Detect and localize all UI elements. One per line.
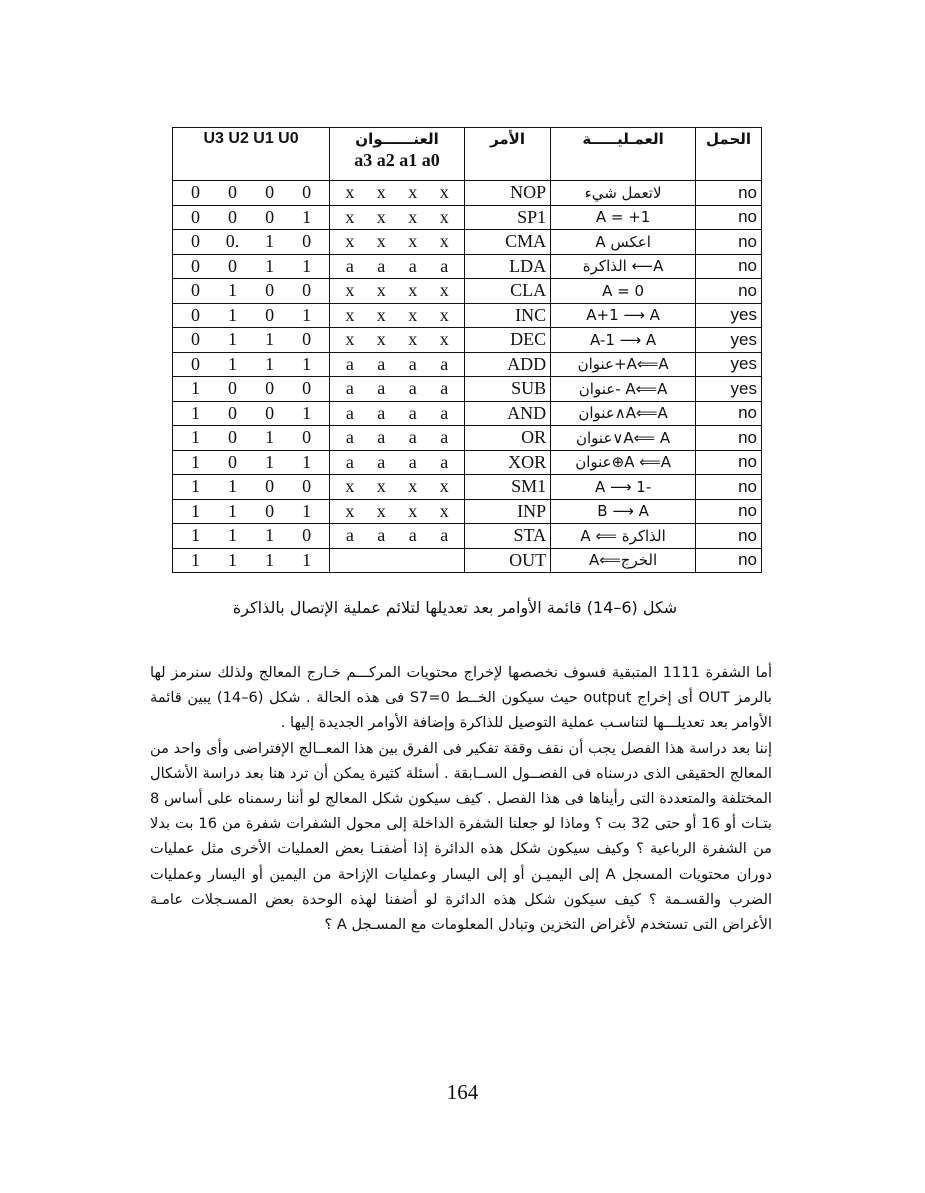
cell-load: no: [696, 254, 762, 279]
code-bit: 1: [265, 353, 275, 374]
cell-code: [173, 426, 330, 451]
code-bit: 1: [302, 353, 312, 374]
cell-address: [330, 254, 465, 279]
cell-code: [173, 352, 330, 377]
cell-operation: اعكس A: [551, 230, 696, 255]
code-bit: 0: [302, 378, 312, 399]
address-bit: a: [440, 402, 449, 423]
code-bit: 0: [191, 206, 201, 227]
address-bit: x: [408, 500, 418, 521]
code-bit: 0: [191, 231, 201, 252]
code-bit: 0: [302, 280, 312, 301]
table-row: [173, 450, 762, 475]
address-bit: x: [439, 500, 449, 521]
address-bit: x: [345, 476, 355, 497]
header-instruction: [464, 128, 550, 181]
address-bit: x: [345, 280, 355, 301]
code-bit: 0: [302, 231, 312, 252]
code-bit: 0: [228, 451, 238, 472]
address-bit: x: [376, 206, 386, 227]
address-bit: a: [408, 451, 417, 472]
code-bit: 1: [265, 231, 275, 252]
cell-instruction: CMA: [464, 230, 550, 255]
code-bit: 0: [228, 182, 238, 203]
code-bit: 0: [228, 206, 238, 227]
cell-code: [173, 181, 330, 206]
code-bit: 1: [191, 525, 201, 546]
cell-operation: A⟵ الذاكرة: [551, 254, 696, 279]
code-bit: 1: [191, 500, 201, 521]
cell-instruction: ADD: [464, 352, 550, 377]
code-bit: 1: [191, 451, 201, 472]
table-row: [173, 303, 762, 328]
cell-code: [173, 205, 330, 230]
cell-operation: A⟸A+عنوان: [551, 352, 696, 377]
code-bit: 1: [265, 427, 275, 448]
address-bit: x: [439, 206, 449, 227]
code-bit: 1: [228, 280, 238, 301]
cell-address: [330, 279, 465, 304]
table-row: [173, 377, 762, 402]
address-bit: a: [440, 525, 449, 546]
page-number: 164: [446, 1080, 479, 1104]
header-load: [696, 128, 762, 181]
address-bit: x: [408, 304, 418, 325]
cell-load: no: [696, 205, 762, 230]
cell-operation: الذاكرة ⟸ A: [551, 524, 696, 549]
table-row: [173, 475, 762, 500]
table-header-row: [173, 128, 762, 181]
table-row: [173, 205, 762, 230]
header-operation-label: العمـليـــــة: [582, 130, 664, 148]
address-bit: a: [408, 378, 417, 399]
cell-operation: الخرج⟸A: [551, 548, 696, 573]
code-bit: 1: [302, 304, 312, 325]
cell-address: [330, 450, 465, 475]
cell-instruction: DEC: [464, 328, 550, 353]
cell-load: no: [696, 499, 762, 524]
code-bit: 0: [265, 476, 275, 497]
cell-instruction: INC: [464, 303, 550, 328]
address-bit: a: [408, 525, 417, 546]
cell-operation: A+1 ⟶ A: [551, 303, 696, 328]
code-bit: 1: [191, 549, 201, 570]
address-bit: a: [440, 451, 449, 472]
cell-code: [173, 230, 330, 255]
address-bit: a: [408, 402, 417, 423]
address-bit: a: [440, 255, 449, 276]
code-bit: 0: [191, 304, 201, 325]
address-bit: x: [439, 280, 449, 301]
cell-instruction: SM1: [464, 475, 550, 500]
cell-operation: A⟸A -عنوان: [551, 377, 696, 402]
figure-caption: شكل (6–14) قائمة الأوامر بعد تعديلها لتلائم عملية الإتصال بالذاكرة: [232, 598, 678, 617]
cell-instruction: SUB: [464, 377, 550, 402]
paragraph: إننا بعد دراسة هذا الفصل يجب أن نقف وقفة تفكير فى الفرق بين هذا المعــالج الإفتراضى وأى واحد من المعالج الحقيقى الذى درسناه فى الفصــول الســابقة . أسئلة كثيرة يمكن أن ترد هنا بعد دراسة الأشكال المختلفة والمتعددة التى رأيناها فى هذا الفصل . كيف سيكون شكل المعالج لو أننا رسمناه على أساس 8 بتـات أو 16 أو حتى 32 بت ؟ وماذا لو جعلنا الشفرة الداخلة إلى محول الشفرات شفرة من 16 بت بدلا من الشفرة الرباعية ؟ وكيف سيكون شكل هذه الدائرة إذا أضفنـا بعض العمليات الأخرى مثل عمليات دوران محتويات المسجل A إلى اليميـن أو إلى اليسار وعمليات الإزاحة من اليمين أو اليسار وعمليات الضرب والقسـمة ؟ كيف سيكون شكل هذه الدائرة لو أضفنا لهذه الوحدة بعض المسـجلات عامـة الأغراض التى تستخدم لأغراض التخزين وتبادل المعلومات مع المسـجل A ؟: [150, 739, 773, 934]
instruction-table: [172, 127, 762, 573]
address-bit: x: [376, 231, 386, 252]
address-bit: a: [377, 427, 386, 448]
code-bit: 0: [302, 525, 312, 546]
cell-operation: A⟸ A∨عنوان: [551, 426, 696, 451]
address-bit: x: [408, 206, 418, 227]
code-bit: 0: [265, 280, 275, 301]
table-row: [173, 352, 762, 377]
code-bit: 0: [191, 353, 201, 374]
address-bit: x: [408, 280, 418, 301]
code-bit: 1: [265, 451, 275, 472]
address-bit: x: [408, 329, 418, 350]
cell-load: yes: [696, 352, 762, 377]
code-bit: 0.: [225, 231, 240, 252]
address-bit: a: [408, 255, 417, 276]
cell-operation: A ⟸A⊕عنوان: [551, 450, 696, 475]
address-bit: a: [440, 427, 449, 448]
address-bit: x: [376, 304, 386, 325]
code-bit: 1: [228, 353, 238, 374]
address-bit: x: [345, 304, 355, 325]
code-bit: 0: [228, 427, 238, 448]
cell-load: no: [696, 230, 762, 255]
address-bit: a: [408, 353, 417, 374]
cell-code: [173, 303, 330, 328]
address-bit: a: [345, 427, 354, 448]
cell-address: [330, 499, 465, 524]
address-bit: a: [377, 451, 386, 472]
cell-operation: لاتعمل شيء: [551, 181, 696, 206]
code-bit: 0: [265, 500, 275, 521]
cell-instruction: AND: [464, 401, 550, 426]
table-row: [173, 230, 762, 255]
cell-instruction: XOR: [464, 450, 550, 475]
address-bit: a: [345, 353, 354, 374]
table-row: [173, 328, 762, 353]
address-bit: a: [345, 378, 354, 399]
code-bit: 1: [265, 329, 275, 350]
cell-code: [173, 377, 330, 402]
cell-load: no: [696, 475, 762, 500]
table-row: [173, 524, 762, 549]
cell-load: no: [696, 450, 762, 475]
cell-load: no: [696, 181, 762, 206]
cell-load: no: [696, 279, 762, 304]
address-bit: x: [439, 182, 449, 203]
cell-instruction: NOP: [464, 181, 550, 206]
table-row: [173, 499, 762, 524]
table-body: [173, 181, 762, 573]
address-bit: x: [408, 476, 418, 497]
cell-instruction: SP1: [464, 205, 550, 230]
code-bit: 1: [302, 206, 312, 227]
cell-code: [173, 401, 330, 426]
header-code: [173, 128, 330, 181]
cell-code: [173, 279, 330, 304]
header-code-label: U3 U2 U1 U0: [203, 130, 299, 147]
address-bit: a: [345, 525, 354, 546]
header-operation: [551, 128, 696, 181]
cell-operation: A-1 ⟶ A: [551, 328, 696, 353]
cell-instruction: OR: [464, 426, 550, 451]
address-bit: x: [345, 231, 355, 252]
address-bit: x: [376, 182, 386, 203]
address-bit: a: [408, 427, 417, 448]
cell-operation: -1 ⟶ A: [551, 475, 696, 500]
code-bit: 1: [228, 549, 238, 570]
code-bit: 1: [228, 525, 238, 546]
header-instruction-label: الأمر: [490, 130, 525, 148]
cell-code: [173, 475, 330, 500]
code-bit: 0: [265, 206, 275, 227]
cell-load: yes: [696, 377, 762, 402]
cell-code: [173, 524, 330, 549]
address-bit: x: [439, 329, 449, 350]
code-bit: 0: [228, 255, 238, 276]
address-bit: x: [345, 500, 355, 521]
address-bit: x: [376, 476, 386, 497]
code-bit: 1: [191, 378, 201, 399]
code-bit: 1: [265, 525, 275, 546]
address-bit: x: [408, 231, 418, 252]
code-bit: 1: [191, 476, 201, 497]
address-bit: a: [345, 451, 354, 472]
cell-code: [173, 548, 330, 573]
address-bit: x: [376, 500, 386, 521]
code-bit: 1: [302, 549, 312, 570]
code-bit: 1: [228, 304, 238, 325]
paragraph: أما الشفرة 1111 المتبقية فسوف نخصصها لإخراج محتويات المركـــم خـارج المعالج ولذلك سنرمز لها بالرمز OUT أى إخراج output حيث سيكون الخــط S7=0 فى هذه الحالة . شكل (6–14) يبين قائمة الأوامر بعد تعديلـــها لتناسـب عملية التوصيل للذاكرة وإضافة الأوامر الجديدة إليها .: [150, 664, 772, 732]
address-bit: x: [439, 476, 449, 497]
address-bit: x: [345, 206, 355, 227]
address-bit: a: [440, 378, 449, 399]
address-bit: x: [376, 329, 386, 350]
header-address-bits: a3 a2 a1 a0: [354, 150, 440, 170]
table-row: [173, 426, 762, 451]
cell-code: [173, 499, 330, 524]
cell-code: [173, 328, 330, 353]
address-bit: a: [377, 378, 386, 399]
code-bit: 1: [265, 549, 275, 570]
code-bit: 1: [302, 451, 312, 472]
code-bit: 1: [228, 329, 238, 350]
address-bit: x: [439, 304, 449, 325]
code-bit: 1: [228, 500, 238, 521]
table-row: [173, 548, 762, 573]
address-bit: a: [345, 402, 354, 423]
table-row: [173, 254, 762, 279]
table-row: [173, 181, 762, 206]
code-bit: 0: [265, 378, 275, 399]
code-bit: 1: [302, 500, 312, 521]
code-bit: 0: [265, 304, 275, 325]
code-bit: 1: [228, 476, 238, 497]
cell-address: [330, 377, 465, 402]
cell-instruction: LDA: [464, 254, 550, 279]
cell-instruction: CLA: [464, 279, 550, 304]
cell-address: [330, 230, 465, 255]
code-bit: 0: [191, 280, 201, 301]
cell-instruction: INP: [464, 499, 550, 524]
cell-load: no: [696, 426, 762, 451]
code-bit: 0: [228, 378, 238, 399]
code-bit: 1: [191, 427, 201, 448]
code-bit: 0: [228, 402, 238, 423]
address-bit: a: [377, 255, 386, 276]
cell-code: [173, 450, 330, 475]
cell-instruction: STA: [464, 524, 550, 549]
cell-load: no: [696, 548, 762, 573]
address-bit: x: [376, 280, 386, 301]
cell-address: [330, 475, 465, 500]
code-bit: 0: [191, 329, 201, 350]
body-text: [150, 660, 772, 937]
code-bit: 0: [191, 255, 201, 276]
address-bit: x: [408, 182, 418, 203]
cell-load: yes: [696, 328, 762, 353]
cell-address: [330, 303, 465, 328]
table-row: [173, 279, 762, 304]
header-address: [330, 128, 465, 181]
cell-operation: A = 0: [551, 279, 696, 304]
cell-operation: A = +1: [551, 205, 696, 230]
code-bit: 0: [302, 329, 312, 350]
address-bit: a: [345, 255, 354, 276]
code-bit: 1: [265, 255, 275, 276]
cell-load: no: [696, 524, 762, 549]
cell-address: [330, 352, 465, 377]
cell-address: [330, 524, 465, 549]
code-bit: 0: [191, 182, 201, 203]
address-bit: a: [440, 353, 449, 374]
cell-address: [330, 401, 465, 426]
code-bit: 1: [302, 402, 312, 423]
code-bit: 0: [302, 427, 312, 448]
code-bit: 1: [191, 402, 201, 423]
address-bit: a: [377, 525, 386, 546]
cell-instruction: OUT: [464, 548, 550, 573]
header-load-label: الحمل: [706, 130, 752, 148]
header-address-label: العنــــــوان: [355, 130, 439, 148]
cell-load: no: [696, 401, 762, 426]
code-bit: 0: [265, 402, 275, 423]
code-bit: 1: [302, 255, 312, 276]
code-bit: 0: [302, 476, 312, 497]
table-row: [173, 401, 762, 426]
address-bit: x: [345, 329, 355, 350]
code-bit: 0: [302, 182, 312, 203]
cell-address: [330, 426, 465, 451]
address-bit: a: [377, 402, 386, 423]
cell-address: [330, 205, 465, 230]
address-bit: x: [439, 231, 449, 252]
cell-load: yes: [696, 303, 762, 328]
address-bit: x: [345, 182, 355, 203]
cell-address: [330, 181, 465, 206]
cell-operation: A⟸A∧عنوان: [551, 401, 696, 426]
address-bit: a: [377, 353, 386, 374]
cell-code: [173, 254, 330, 279]
cell-address: [330, 328, 465, 353]
cell-operation: B ⟶ A: [551, 499, 696, 524]
code-bit: 0: [265, 182, 275, 203]
cell-address: [330, 548, 465, 573]
